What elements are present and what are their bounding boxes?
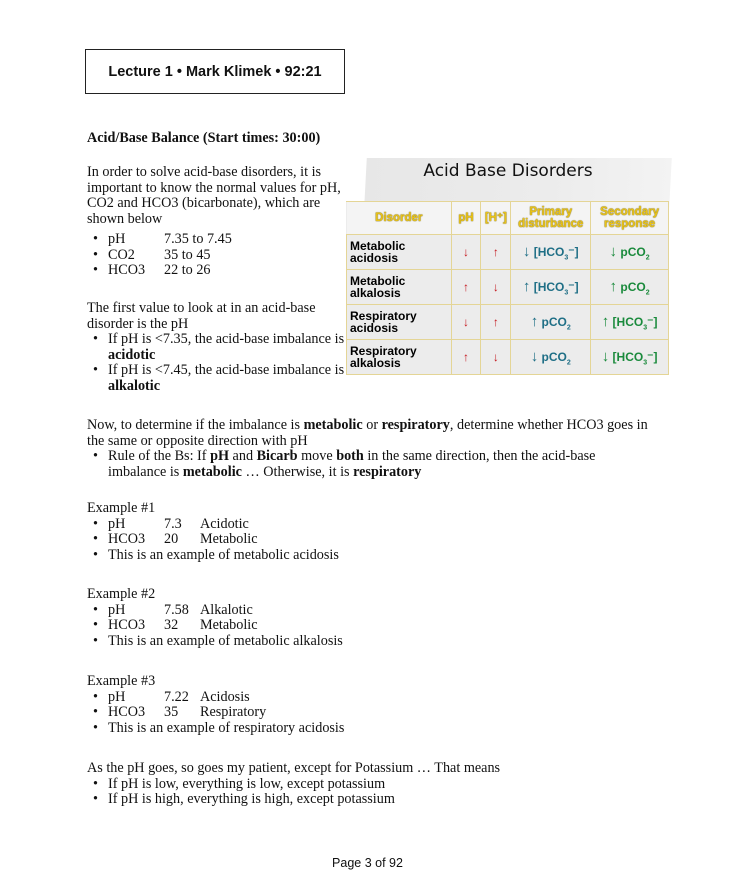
section-title: Acid/Base Balance (Start times: 30:00): [87, 130, 321, 146]
example-row: • HCO3 20 Metabolic: [87, 532, 339, 548]
figure-title: Acid Base Disorders: [423, 161, 593, 181]
example-list: [87, 517, 339, 564]
normal-value-item: • pH 7.35 to 7.45: [87, 232, 232, 248]
arrow-icon: ↑: [530, 312, 539, 330]
normal-value-item: • CO2 35 to 45: [87, 248, 232, 264]
disorder-name: Metabolic acidosis: [347, 235, 452, 270]
example-title: Example #2: [87, 586, 156, 602]
arrow-icon: ↓: [609, 242, 618, 260]
lecture-header-box: [85, 49, 345, 94]
first-value-text: The first value to look at in an acid-base disorder is the pH: [87, 300, 316, 332]
example-conclusion: • This is an example of respiratory acidosis: [87, 721, 344, 737]
lecture-header-title: Lecture 1 • Mark Klimek • 92:21: [108, 63, 322, 80]
example-conclusion: • This is an example of metabolic alkalosis: [87, 634, 343, 650]
page-number: Page 3 of 92: [332, 856, 403, 870]
normal-values-list: [87, 232, 232, 279]
example-title: Example #1: [87, 500, 156, 516]
ph-arrow-icon: ↓: [451, 235, 481, 270]
ph-arrow-icon: ↑: [451, 270, 481, 305]
h-arrow-icon: ↑: [481, 235, 511, 270]
secondary-response: ↓ $[HCO_3^-]$: [591, 340, 669, 375]
disorder-name: Metabolic alkalosis: [347, 270, 452, 305]
secondary-response: ↓ pCO$_2$: [591, 235, 669, 270]
primary-disturbance: ↑ pCO$_2$: [511, 305, 591, 340]
potassium-list: [87, 777, 500, 808]
table-row: [347, 340, 669, 375]
metabolic-respiratory-section: [87, 418, 657, 480]
example-2: [87, 587, 343, 649]
header-ph: pH: [451, 202, 481, 235]
example-row: • HCO3 32 Metabolic: [87, 618, 343, 634]
ph-arrow-icon: ↑: [451, 340, 481, 375]
disorder-name: Respiratory acidosis: [347, 305, 452, 340]
table-row: [347, 270, 669, 305]
ph-rule-item: • If pH is <7.35, the acid-base imbalance is acidotic: [87, 332, 347, 363]
potassium-item: • If pH is high, everything is high, except potassium: [87, 792, 500, 808]
example-conclusion: • This is an example of metabolic acidosis: [87, 548, 339, 564]
example-3: [87, 674, 344, 736]
arrow-icon: ↑: [522, 277, 531, 295]
secondary-response: ↑ pCO$_2$: [591, 270, 669, 305]
disorder-name: Respiratory alkalosis: [347, 340, 452, 375]
ph-rule-item: • If pH is <7.45, the acid-base imbalance is alkalotic: [87, 363, 347, 394]
primary-disturbance: ↑ $[HCO_3^-]$: [511, 270, 591, 305]
normal-value-item: • HCO3 22 to 26: [87, 263, 232, 279]
header-secondary: Secondary response: [591, 202, 669, 235]
arrow-icon: ↓: [601, 347, 610, 365]
header-h: [H⁺]: [481, 202, 511, 235]
potassium-text: As the pH goes, so goes my patient, except for Potassium … That means: [87, 760, 501, 776]
arrow-icon: ↓: [530, 347, 539, 365]
header-disorder: Disorder: [347, 202, 452, 235]
table-header-row: [347, 202, 669, 235]
potassium-section: [87, 761, 500, 808]
example-row: • HCO3 35 Respiratory: [87, 705, 344, 721]
rule-of-bs-item: • Rule of the Bs: If pH and Bicarb move both in the same direction, then the acid-base imbalance is metabolic … Otherwise, it is respiratory: [87, 449, 657, 480]
example-1: [87, 501, 339, 563]
ph-arrow-icon: ↓: [451, 305, 481, 340]
h-arrow-icon: ↓: [481, 270, 511, 305]
example-row: • pH 7.22 Acidosis: [87, 690, 344, 706]
rule-of-bs-list: [87, 449, 657, 480]
primary-disturbance: ↓ $[HCO_3^-]$: [511, 235, 591, 270]
header-primary: Primary disturbance: [511, 202, 591, 235]
acid-base-table: [346, 201, 669, 375]
potassium-item: • If pH is low, everything is low, except potassium: [87, 777, 500, 793]
ph-rule-list: [87, 332, 347, 394]
primary-disturbance: ↓ pCO$_2$: [511, 340, 591, 375]
example-list: [87, 690, 344, 737]
table-row: [347, 305, 669, 340]
example-title: Example #3: [87, 673, 156, 689]
first-value-section: [87, 301, 347, 394]
arrow-icon: ↑: [609, 277, 618, 295]
arrow-icon: ↑: [601, 312, 610, 330]
example-row: • pH 7.58 Alkalotic: [87, 603, 343, 619]
intro-paragraph: In order to solve acid-base disorders, it is important to know the normal values for pH, CO2 and HCO3 (bicarbonate), which are shown below: [87, 164, 341, 227]
rule-intro: Now, to determine if the imbalance is metabolic or respiratory, determine whether HCO3 goes in the same or opposite direction with pH: [87, 417, 648, 449]
arrow-icon: ↓: [522, 242, 531, 260]
table-row: [347, 235, 669, 270]
example-row: • pH 7.3 Acidotic: [87, 517, 339, 533]
acid-base-disorders-figure: [343, 150, 673, 382]
secondary-response: ↑ $[HCO_3^-]$: [591, 305, 669, 340]
h-arrow-icon: ↑: [481, 305, 511, 340]
h-arrow-icon: ↓: [481, 340, 511, 375]
example-list: [87, 603, 343, 650]
